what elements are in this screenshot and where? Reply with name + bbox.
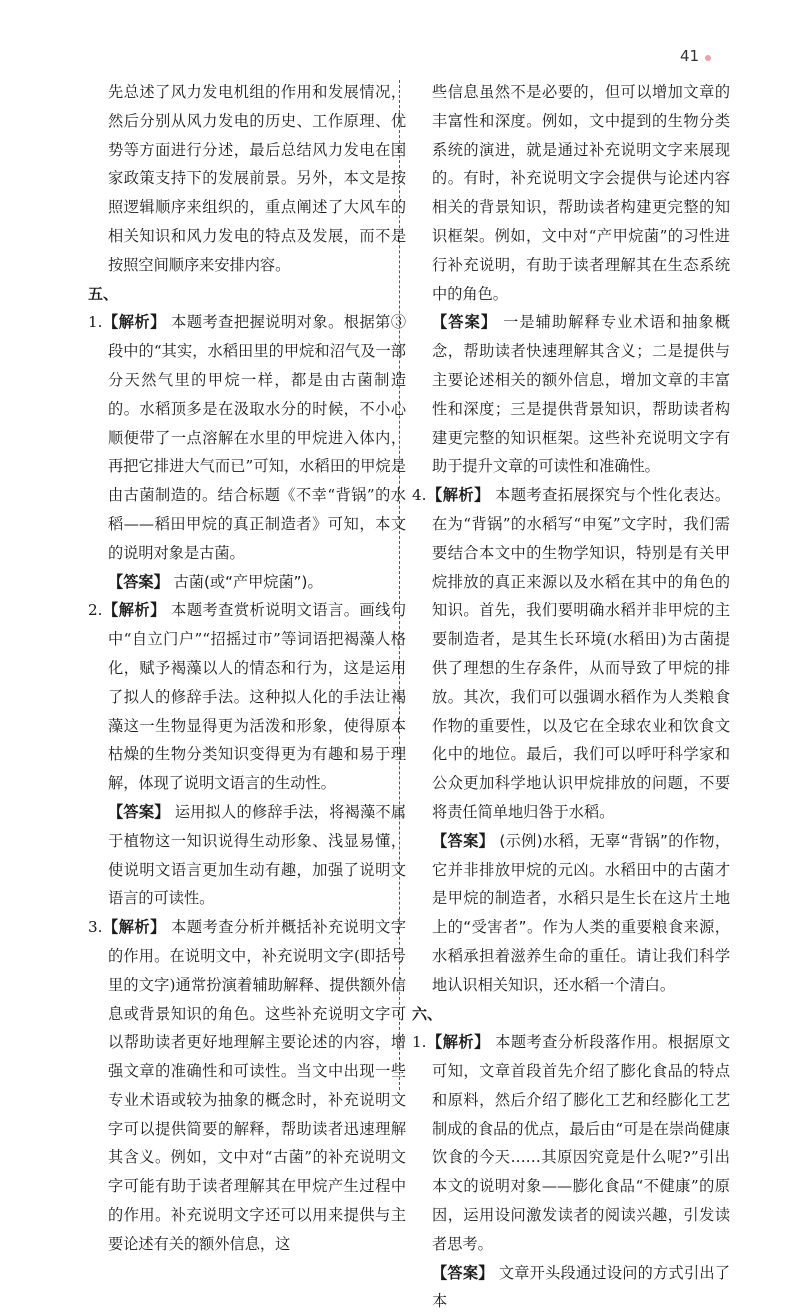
answer-tag: 【答案】: [108, 572, 169, 591]
question-1-analysis-text: 本题考查把握说明对象。根据第③段中的“其实，水稻田里的甲烷和沼气及一部分天然气里的甲烷一样，都是由古菌制造的。水稻顶多是在汲取水分的时候，不小心顺便带了一点溶解在水里的甲烷进入体内，再把它排进大气而已”可知，水稻田的甲烷是由古菌制造的。结合标题《不幸“背锅”的水稻——稻田甲烷的真正制造者》可知，本文的说明对象是古菌。: [108, 313, 407, 562]
answer-tag: 【答案】: [432, 1263, 494, 1282]
analysis-tag: 【解析】: [102, 313, 166, 332]
question-4-answer: [412, 827, 730, 1000]
question-2-analysis: [88, 596, 406, 798]
right-column: [412, 78, 730, 1316]
section-six-heading: 六、: [412, 1004, 443, 1023]
section-six-question-1-analysis: [412, 1028, 730, 1258]
question-1-answer: [88, 568, 406, 597]
question-4-analysis-text: 本题考查拓展探究与个性化表达。在为“背锅”的水稻写“申冤”文字时，我们需要结合本文中的生物学知识，特别是有关甲烷排放的真正来源以及水稻在其中的角色的知识。首先，我们要明确水稻并非甲烷的主要制造者，是其生长环境(水稻田)为古菌提供了理想的生存条件，从而导致了甲烷的排放。其次，我们可以强调水稻作为人类粮食作物的重要性，以及它在全球农业和饮食文化中的地位。最后，我们可以呼吁科学家和公众更加科学地认识甲烷排放的问题，不要将责任简单地归咎于水稻。: [432, 486, 731, 821]
page-number: 41: [680, 47, 700, 65]
section-six-question-1-analysis-text: 本题考查分析段落作用。根据原文可知，文章首段首先介绍了膨化食品的特点和原料，然后介绍了膨化工艺和经膨化工艺制成的食品的优点，最后由“可是在崇尚健康饮食的今天……其原因究竟是什么呢?”引出本文的说明对象——膨化食品“不健康”的原因，运用设问激发读者的阅读兴趣，引发读者思考。: [432, 1033, 731, 1253]
question-3-analysis-continued: 些信息虽然不是必要的，但可以增加文章的丰富性和深度。例如，文中提到的生物分类系统的演进，就是通过补充说明文字来展现的。有时，补充说明文字会提供与论述内容相关的背景知识，帮助读者构建更完整的知识框架。例如，文中对“产甲烷菌”的习性进行补充说明，有助于读者理解其在生态系统中的角色。: [432, 83, 730, 303]
question-4-analysis: [412, 481, 730, 827]
question-4-number: 4.: [412, 486, 427, 505]
left-column: [88, 78, 406, 1259]
question-3-answer-text: 一是辅助解释专业术语和抽象概念，帮助读者快速理解其含义；二是提供与主要论述相关的额外信息，增加文章的丰富性和深度；三是提供背景知识，帮助读者构建更完整的知识框架。这些补充说明文字有助于提升文章的可读性和准确性。: [432, 313, 731, 476]
question-3-analysis: [88, 913, 406, 1259]
question-2-number: 2.: [88, 601, 103, 620]
question-3-number: 3.: [88, 918, 103, 937]
analysis-tag: 【解析】: [426, 1033, 490, 1052]
analysis-tag: 【解析】: [102, 918, 166, 937]
question-2-answer: [88, 798, 406, 913]
intro-paragraph: 先总述了风力发电机组的作用和发展情况，然后分别从风力发电的历史、工作原理、优势等方面进行分述，最后总结风力发电在国家政策支持下的发展前景。另外，本文是按照逻辑顺序来组织的，重点阐述了大风车的相关知识和风力发电的特点及发展，而不是按照空间顺序来安排内容。: [108, 83, 406, 274]
analysis-tag: 【解析】: [426, 486, 490, 505]
section-six-question-1-answer: [412, 1259, 730, 1316]
answer-tag: 【答案】: [432, 831, 495, 850]
section-five-heading: 五、: [88, 284, 119, 303]
question-2-answer-text: 运用拟人的修辞手法，将褐藻不属于植物这一知识说得生动形象、浅显易懂，使说明文语言更加生动有趣，加强了说明文语言的可读性。: [108, 802, 407, 908]
page-dot-decoration: [705, 55, 711, 61]
answer-tag: 【答案】: [108, 802, 170, 821]
section-six-question-1-answer-text: 文章开头段通过设问的方式引出了本: [432, 1263, 731, 1311]
question-1-analysis: [88, 308, 406, 567]
answer-tag: 【答案】: [432, 313, 498, 332]
question-1-number: 1.: [88, 313, 103, 332]
analysis-tag: 【解析】: [102, 601, 166, 620]
question-3-analysis-text: 本题考查分析并概括补充说明文字的作用。在说明文中，补充说明文字(即括号里的文字)通常扮演着辅助解释、提供额外信息或背景知识的角色。这些补充说明文字可以帮助读者更好地理解主要论述的内容，增强文章的准确性和可读性。当文中出现一些专业术语或较为抽象的概念时，补充说明文字可以提供简要的解释，帮助读者迅速理解其含义。例如，文中对“古菌”的补充说明文字可能有助于读者理解其在甲烷产生过程中的作用。补充说明文字还可以用来提供与主要论述有关的额外信息，这: [108, 918, 407, 1253]
question-1-answer-text: 古菌(或“产甲烷菌”)。: [173, 572, 323, 591]
question-4-answer-text: (示例)水稻，无辜“背锅”的作物，它并非排放甲烷的元凶。水稻田中的古菌才是甲烷的制造者，水稻只是生长在这片土地上的“受害者”。作为人类的重要粮食来源，水稻承担着滋养生命的重任。请让我们科学地认识相关知识，还水稻一个清白。: [432, 831, 731, 994]
question-2-analysis-text: 本题考查赏析说明文语言。画线句中“自立门户”“招摇过市”等词语把褐藻人格化，赋予褐藻以人的情态和行为，这是运用了拟人的修辞手法。这种拟人化的手法让褐藻这一生物显得更为活泼和形象，使得原本枯燥的生物分类知识变得更为有趣和易于理解，体现了说明文语言的生动性。: [108, 601, 407, 793]
section-six-question-1-number: 1.: [412, 1033, 427, 1052]
question-3-answer: [412, 308, 730, 481]
